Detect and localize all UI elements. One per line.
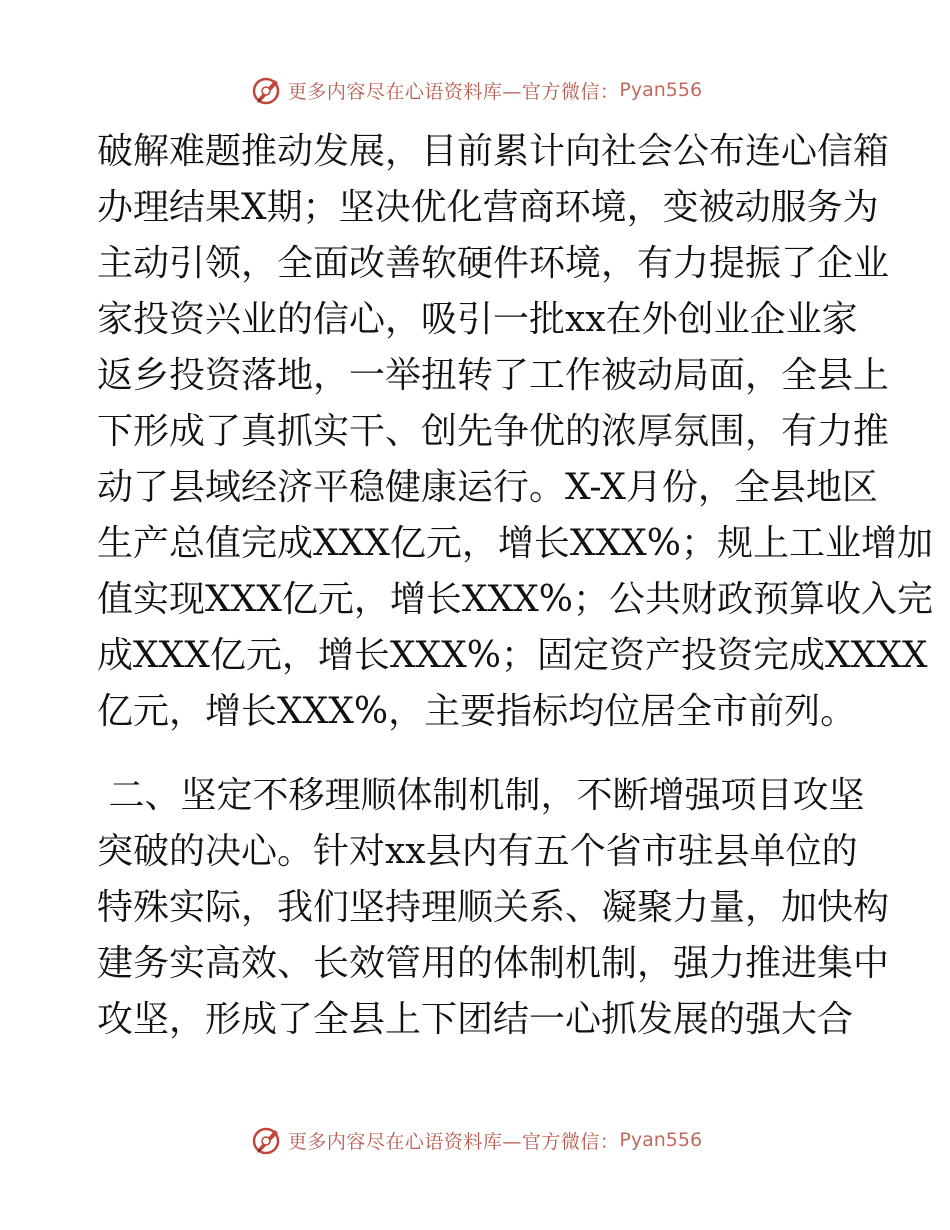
text-line: 攻坚，形成了全县上下团结一心抓发展的强大合: [97, 999, 854, 1040]
text-line: 生产总值完成XXX亿元，增长XXX%；规上工业增加: [97, 523, 933, 564]
text-line: 主动引领，全面改善软硬件环境，有力提振了企业: [97, 243, 890, 284]
text-line: 成XXX亿元，增长XXX%；固定资产投资完成XXXX: [97, 635, 928, 676]
text-line: 值实现XXX亿元，增长XXX%；公共财政预算收入完: [97, 579, 933, 620]
paragraph-2: [97, 768, 890, 1048]
text-line: 突破的决心。针对xx县内有五个省市驻县单位的: [97, 831, 858, 872]
paragraph-1: [97, 124, 933, 740]
text-line: 亿元，增长XXX%，主要指标均位居全市前列。: [97, 691, 857, 732]
watermark-text: 更多内容尽在心语资料库—官方微信：: [287, 1130, 620, 1153]
text-line: 家投资兴业的信心，吸引一批xx在外创业企业家: [97, 299, 858, 340]
footer-watermark: [0, 1120, 950, 1160]
paragraph-gap: [97, 740, 857, 768]
text-line: 返乡投资落地，一举扭转了工作被动局面，全县上: [97, 355, 890, 396]
text-line: 破解难题推动发展，目前累计向社会公布连心信箱: [97, 131, 890, 172]
pen-logo-icon: [248, 1122, 284, 1158]
watermark-text: 更多内容尽在心语资料库—官方微信：: [287, 80, 620, 103]
text-line: 办理结果X期；坚决优化营商环境，变被动服务为: [97, 187, 879, 228]
pen-logo-icon: [248, 72, 284, 108]
text-line: 建务实高效、长效管用的体制机制，强力推进集中: [97, 943, 890, 984]
text-line: 动了县域经济平稳健康运行。X-X月份，全县地区: [97, 467, 878, 508]
text-line: 下形成了真抓实干、创先争优的浓厚氛围，有力推: [97, 411, 890, 452]
section-heading-line: 二、坚定不移理顺体制机制，不断增强项目攻坚: [97, 775, 865, 816]
watermark-wechat-id: Pyan556: [619, 1129, 703, 1151]
watermark-wechat-id: Pyan556: [619, 79, 703, 101]
document-body: [97, 124, 933, 1048]
header-watermark: [0, 70, 950, 110]
text-line: 特殊实际，我们坚持理顺关系、凝聚力量，加快构: [97, 887, 890, 928]
